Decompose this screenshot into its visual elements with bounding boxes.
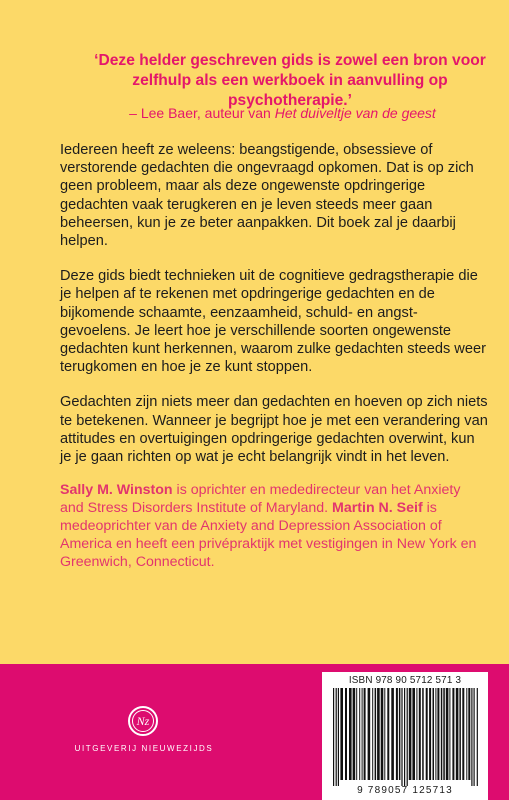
barcode-bar <box>381 688 384 780</box>
barcode-bar <box>471 688 472 786</box>
barcode-bar <box>384 688 385 780</box>
barcode-bar <box>359 688 360 780</box>
barcode-bar <box>362 688 363 780</box>
quote-attribution-prefix: – Lee Baer, auteur van <box>129 105 275 121</box>
barcode-bar <box>459 688 461 780</box>
barcode-bar <box>345 688 347 780</box>
barcode-bar <box>368 688 371 780</box>
barcode-bar <box>364 688 366 780</box>
barcode-bar <box>429 688 431 780</box>
barcode-bar <box>435 688 436 780</box>
quote-attribution-title: Het duiveltje van de geest <box>274 105 436 121</box>
barcode-bar <box>466 688 467 780</box>
barcode-bar <box>474 688 475 786</box>
barcode-bar <box>372 688 373 780</box>
barcode-bar <box>412 688 415 780</box>
barcode-number: 9 789057 125713 <box>357 785 453 796</box>
barcode-bar <box>333 688 334 786</box>
barcode-bar <box>416 688 417 780</box>
author-bio-1: is oprichter en mededirecteur van het Anxiety and Stress Disorders Institute of Maryland. <box>60 482 461 516</box>
blurb <box>60 141 488 483</box>
barcode-bar <box>353 688 356 780</box>
author-bio-2: is medeoprichter van de Anxiety and Depression Association of America en heeft een privépraktijk met vestigingen in New York en Greenwich, Connecticut. <box>60 500 477 570</box>
author-name-1: Sally M. Winston <box>60 482 173 498</box>
barcode-bar <box>375 688 377 780</box>
quote-attribution <box>60 104 505 122</box>
barcode-bar <box>336 688 337 786</box>
barcode-bar <box>391 688 394 780</box>
barcode-bar <box>340 688 343 780</box>
barcode-bar <box>437 688 439 780</box>
barcode-bar <box>462 688 464 780</box>
barcode-bar <box>433 688 435 780</box>
author-bio <box>60 481 488 571</box>
blurb-paragraph-1: Iedereen heeft ze weleens: beangstigende, obsessieve of verstorende gedachten die ongevraagd opkomen. Dat is op zich geen probleem, maar als deze ongewenste opdringerige gedachten vaak terugkeren en je leven steeds meer gaan beheersen, kun je ze beter aanpakken. Dit boek zal je daarbij helpen. <box>60 142 474 250</box>
author-name-2: Martin N. Seif <box>332 500 423 516</box>
barcode-bar <box>422 688 424 780</box>
barcode-bar <box>356 688 357 780</box>
blurb-paragraph-2: Deze gids biedt technieken uit de cognitieve gedragstherapie die je helpen af te rekenen met opdringerige gedachten en de bijkomende schaamte, eenzaamheid, schuld- en angst-gevoelens. Je leert hoe je verschillende soorten ongewenste gedachten kunt herkennen, waarom zulke gedachten steeds weer terugkomen en hoe je ze kunt stoppen. <box>60 268 486 376</box>
review-quote: ‘Deze helder geschreven gids is zowel een bron voor zelfhulp als een werkboek in aanvulling op psychotherapie.’ <box>94 52 486 109</box>
barcode-bar <box>349 688 352 780</box>
barcode-bar <box>426 688 428 780</box>
barcode-bar <box>452 688 454 780</box>
barcode-bar <box>409 688 412 780</box>
barcode-icon <box>325 688 485 786</box>
barcode-bar <box>377 688 380 780</box>
barcode-bar <box>396 688 398 780</box>
barcode-bar <box>441 688 443 780</box>
isbn-label: ISBN 978 90 5712 571 3 <box>348 675 462 686</box>
barcode-bar <box>477 688 478 786</box>
barcode-bar <box>338 688 339 786</box>
barcode-bar <box>401 688 402 786</box>
barcode-bar <box>399 688 401 780</box>
barcode-bar <box>449 688 450 780</box>
barcode-bar <box>404 688 405 786</box>
publisher-logo-icon: Nz <box>128 706 158 736</box>
barcode-bar <box>443 688 445 780</box>
blurb-paragraph-3: Gedachten zijn niets meer dan gedachten en hoeven op zich niets te betekenen. Wanneer je begrijpt hoe je met een verandering van attitudes en overtuigingen opdringerige gedachten overwint, kun je je gaan richten op wat je echt belangrijk vindt in het leven. <box>60 394 488 466</box>
barcode-panel <box>322 672 488 800</box>
barcode-bar <box>446 688 449 780</box>
barcode-bar <box>419 688 421 780</box>
barcode-bar <box>387 688 389 780</box>
barcode-bar <box>456 688 459 780</box>
publisher-name: UITGEVERIJ NIEUWEZIJDS <box>74 744 214 753</box>
barcode-bar <box>407 688 408 786</box>
barcode-bar <box>468 688 470 780</box>
